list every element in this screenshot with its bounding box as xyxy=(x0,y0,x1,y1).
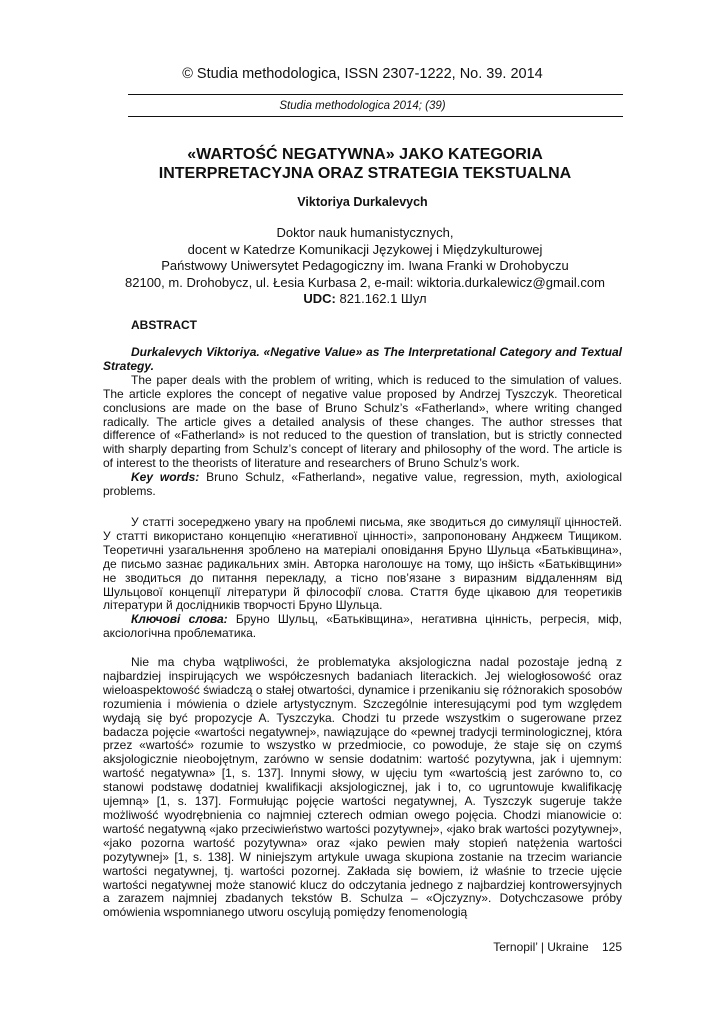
affiliation-line: Państwowy Uniwersytet Pedagogiczny im. Iwana Franki w Drohobyczu xyxy=(161,258,569,274)
header-rule-top xyxy=(128,94,623,95)
article-title xyxy=(100,145,630,183)
ukrainian-abstract-text: У статті зосереджено увагу на проблемі письма, яке зводиться до симуляції цінностей. У статті використано концепцію «негативної цінності», запропоновану Анджеєм Тищиком. Теоретичні узагальнення зроблено на матеріалі оповідання Бруно Шульца «Батьківщина», де письмо зазнає радикальних змін. Авторка наголошує на тому, що інšість «Батьківщини» не зводиться до питання перекладу, а тісно пов’язане з виразним віддаленням від Шульцової концепції літератури й філософії слова. Стаття буде цікавою для теоретиків літератури й дослідників творчості Бруно Шульца. xyxy=(103,515,622,613)
udc-line xyxy=(80,291,650,308)
affiliation-line: Doktor nauk humanistycznych, xyxy=(276,225,454,240)
abstract-heading: ABSTRACT xyxy=(131,318,197,332)
author-affiliation xyxy=(80,225,650,308)
page-footer xyxy=(493,940,622,954)
copyright-line: © Studia methodologica, ISSN 2307-1222, No. 39. 2014 xyxy=(182,66,543,82)
abstract-keywords xyxy=(103,471,622,499)
ukrainian-keywords-label: Ключові слова: xyxy=(131,612,228,627)
ukrainian-keywords xyxy=(103,613,622,641)
body-paragraph: Nie ma chyba wątpliwości, że problematyka aksjologiczna nadal pozostaje jedną z najbardziej inspirujących we współczesnych badaniach literackich. Jej wielogłosowość oraz wieloaspektowość świadczą o stałej otwartości, dynamice i przenikaniu się różnorakich sposobów rozumienia i mówienia o dziele artystycznym. Szczególnie interesującymi pod tym względem wydają się być propozycje A. Tyszczyka. Chodzi tu przede wszystkim o sugerowane przez badacza pojęcie «wartości negatywnej», nawiązujące do «pewnej tradycji terminologicznej, która przez «wartość» rozumie to wszystko w przedmiocie, co powoduje, że staje się on czymś aksjologicznie nieobojętnym, zarówno w sensie dodatnim: wartość pozytywna, jak i ujemnym: wartość negatywna» [1, s. 137]. Innymi słowy, w ujęciu tym «wartością jest zarówno to, co stanowi podstawę dodatniej kwalifikacji aksjologicznej, jak i to, co ugruntowuje kwalifikację ujemną» [1, s. 137]. Formułując pojęcie wartości negatywnej, A. Tyszczyk sugeruje także możliwość wyodrębnienia co najmniej czterech odmian owego pojęcia. Chodzi mianowicie o: wartość negatywną «jako przeciwieństwo wartości pozytywnej», «jako brak wartości pozytywnej», «jako pozorna wartość pozytywna» oraz «jako pewien mały stopień natężenia wartości pozytywnej» [1, s. 138]. W niniejszym artykule uwaga skupiona zostanie na trzecim wariancie wartości negatywnej, tj. wartości pozornej. Zakłada się bowiem, iż właśnie to trzecie ujęcie wartości negatywnej może stanowić klucz do odczytania jednego z najbardziej kontrowersyjnych a zarazem najmniej zbadanych tekstów B. Schulza – «Ojczyzny». Dotychczasowe próby omówienia wspomnianego utworu oscylują pomiędzy fenomenologią xyxy=(103,655,622,920)
abstract-citation: Durkalevych Viktoriya. «Negative Value» as The Interpretational Category and Textual Strategy. xyxy=(103,345,622,373)
keywords-text: Bruno Schulz, «Fatherland», negative value, regression, myth, axiological problems. xyxy=(103,470,622,499)
author-name: Viktoriya Durkalevych xyxy=(297,195,428,209)
title-line-1: «WARTOŚĆ NEGATYWNA» JAKO KATEGORIA xyxy=(187,146,543,163)
footer-place: Ternopil’ | Ukraine xyxy=(493,940,589,954)
header-rule-bottom xyxy=(128,116,623,117)
running-title: Studia methodologica 2014; (39) xyxy=(279,100,446,112)
ukrainian-abstract xyxy=(103,516,622,641)
title-line-2: INTERPRETACYJNA ORAZ STRATEGIA TEKSTUALNA xyxy=(158,165,572,182)
udc-label: UDC: xyxy=(303,291,336,307)
keywords-label: Key words: xyxy=(131,470,200,485)
page-number: 125 xyxy=(601,940,622,954)
ukrainian-keywords-text: Бруно Шульц, «Батьківщина», негативна цінність, регресія, міф, аксіологічна проблематика. xyxy=(103,612,622,641)
udc-value: 821.162.1 Шул xyxy=(335,291,427,307)
body-text xyxy=(103,656,622,920)
english-abstract xyxy=(103,346,622,499)
affiliation-line: 82100, m. Drohobycz, ul. Łesia Kurbasa 2, e-mail: wiktoria.durkalewicz@gmail.com xyxy=(125,274,605,290)
affiliation-line: docent w Katedrze Komunikacji Językowej i Międzykulturowej xyxy=(187,241,543,257)
abstract-text: The paper deals with the problem of writing, which is reduced to the simulation of values. The article explores the concept of negative value proposed by Andrzej Tyszczyk. Theoretical conclusions are made on the base of Bruno Schulz’s «Fatherland», where writing changed radically. The article gives a detailed analysis of these changes. The author stresses that difference of «Fatherland» is not reduced to the question of translation, but is strictly connected with sharply departing from Schulz’s concept of literary and philosophy of the word. The article is of interest to the theorists of literature and researchers of Bruno Schulz’s work. xyxy=(103,372,622,471)
